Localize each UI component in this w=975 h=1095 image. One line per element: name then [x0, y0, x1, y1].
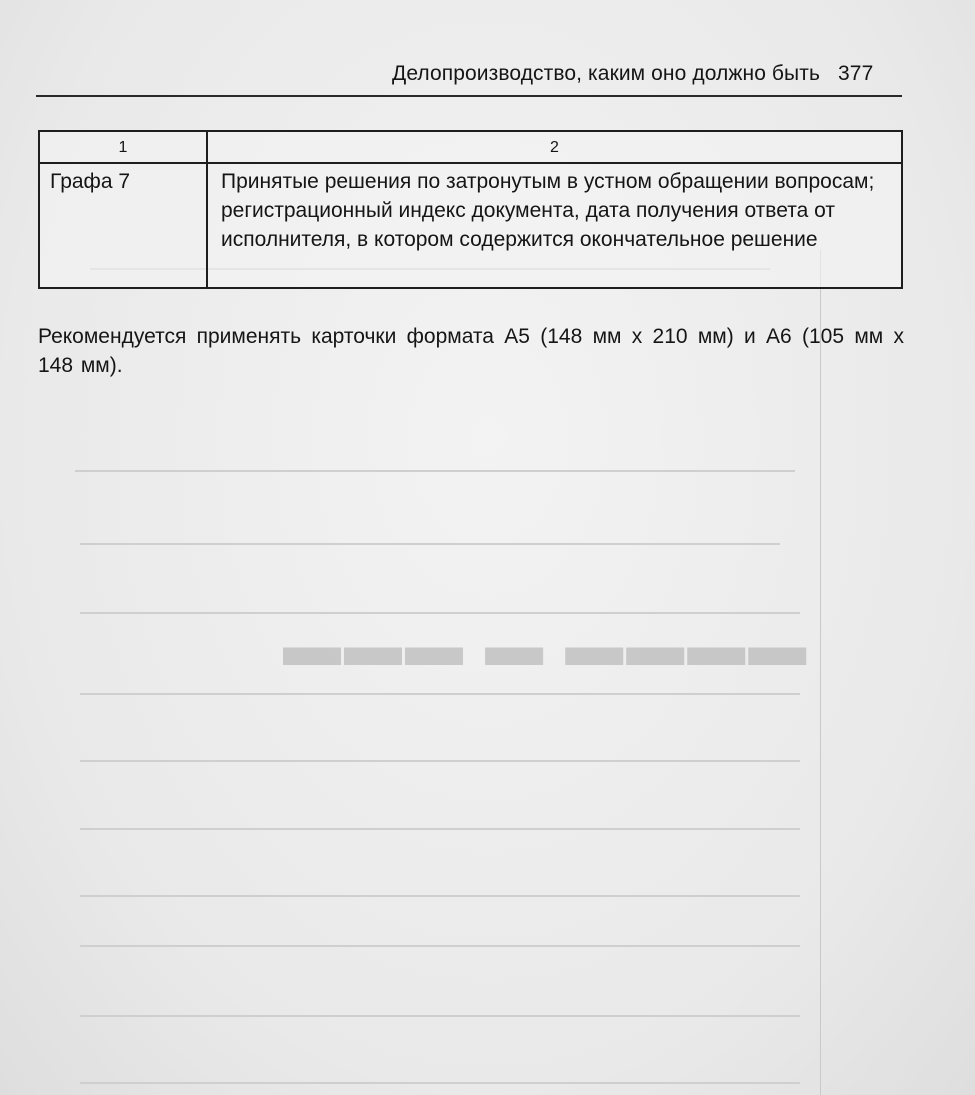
- bleed-through-rule: [80, 1082, 800, 1084]
- table-row: [39, 163, 902, 288]
- body-paragraph: Рекомендуется применять карточки формата А5 (148 мм х 210 мм) и А6 (105 мм х 148 мм).: [38, 325, 904, 377]
- bleed-through-rule: [80, 693, 800, 695]
- bleed-through-rule: [80, 828, 800, 830]
- bleed-through-large-lettering: ▬▬▬▬ ▬ ▬▬▬: [280, 613, 807, 678]
- page-number: 377: [838, 62, 874, 85]
- column-header-1: 1: [39, 131, 207, 163]
- description-table: [38, 130, 903, 289]
- header-rule: [36, 95, 902, 97]
- column-header-2: 2: [207, 131, 902, 163]
- bleed-through-rule: [80, 895, 800, 897]
- bleed-through-rule: [80, 543, 780, 545]
- bleed-through-rule: [80, 760, 800, 762]
- row-text: Принятые решения по затронутым в устном обращении вопросам; регистрационный индекс документа, дата получения ответа от исполнителя, в котором содержится окончательное решение: [207, 163, 902, 288]
- running-title: Делопроизводство, каким оно должно быть: [392, 62, 821, 85]
- bleed-through-rule: [80, 1015, 800, 1017]
- running-header: [392, 62, 873, 86]
- row-label: Графа 7: [39, 163, 207, 288]
- bleed-through-rule: [80, 945, 800, 947]
- table-header-row: [39, 131, 902, 163]
- bleed-through-rule: [75, 470, 795, 472]
